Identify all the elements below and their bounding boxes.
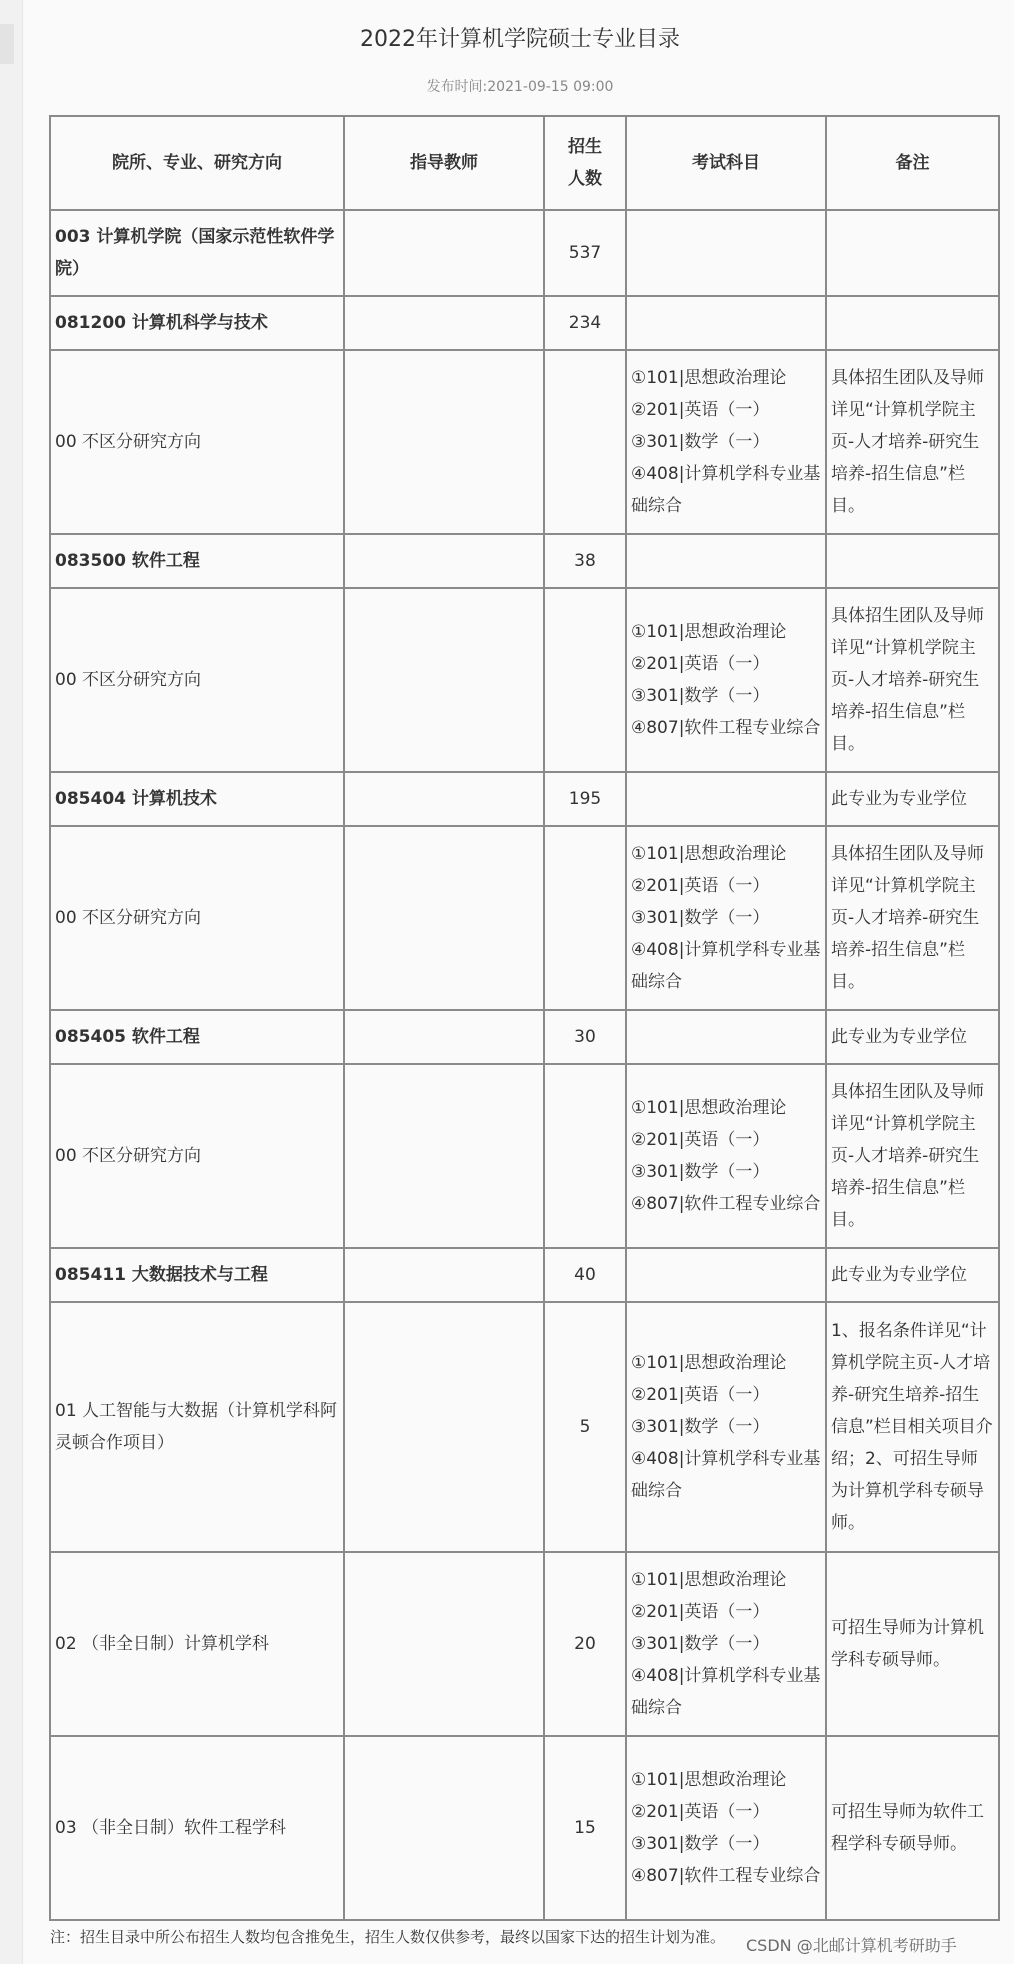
footnote: 注：招生目录中所公布招生人数均包含推免生，招生人数仅供参考，最终以国家下达的招生计划为准。 (50, 1928, 726, 1946)
cell-notes: 具体招生团队及导师详见“计算机学院主页-人才培养-研究生培养-招生信息”栏目。 (826, 588, 999, 772)
cell-advisor (344, 1010, 544, 1064)
watermark: CSDN @北邮计算机考研助手 (746, 1936, 957, 1955)
cell-direction: 085405 软件工程 (50, 1010, 344, 1064)
cell-subjects (626, 534, 826, 588)
cell-direction: 083500 软件工程 (50, 534, 344, 588)
table-row (50, 1010, 999, 1064)
cell-quota: 30 (544, 1010, 626, 1064)
cell-quota (544, 350, 626, 534)
header-direction: 院所、专业、研究方向 (50, 116, 344, 210)
table-row (50, 1552, 999, 1736)
cell-notes: 1、报名条件详见“计算机学院主页-人才培养-研究生培养-招生信息”栏目相关项目介绍；2、可招生导师为计算机学科专硕导师。 (826, 1302, 999, 1552)
cell-notes: 具体招生团队及导师详见“计算机学院主页-人才培养-研究生培养-招生信息”栏目。 (826, 826, 999, 1010)
program-catalog-table (49, 115, 1000, 1921)
cell-quota: 537 (544, 210, 626, 296)
cell-subjects (626, 1010, 826, 1064)
table-row (50, 350, 999, 534)
page-title: 2022年计算机学院硕士专业目录 (360, 27, 680, 52)
cell-direction: 02 （非全日制）计算机学科 (50, 1552, 344, 1736)
cell-notes: 具体招生团队及导师详见“计算机学院主页-人才培养-研究生培养-招生信息”栏目。 (826, 350, 999, 534)
cell-notes (826, 296, 999, 350)
cell-quota: 20 (544, 1552, 626, 1736)
cell-notes (826, 210, 999, 296)
cell-advisor (344, 350, 544, 534)
cell-subjects: ①101|思想政治理论 ②201|英语（一） ③301|数学（一） ④408|计算机学科专业基础综合 (626, 350, 826, 534)
cell-subjects (626, 296, 826, 350)
cell-subjects (626, 210, 826, 296)
cell-notes: 可招生导师为软件工程学科专硕导师。 (826, 1736, 999, 1920)
table-row (50, 1736, 999, 1920)
table-row (50, 1302, 999, 1552)
cell-quota (544, 1064, 626, 1248)
cell-notes: 此专业为专业学位 (826, 1010, 999, 1064)
table-header-row (50, 116, 999, 210)
cell-direction: 00 不区分研究方向 (50, 350, 344, 534)
header-notes: 备注 (826, 116, 999, 210)
cell-quota: 15 (544, 1736, 626, 1920)
cell-notes: 此专业为专业学位 (826, 1248, 999, 1302)
cell-advisor (344, 210, 544, 296)
cell-direction: 00 不区分研究方向 (50, 1064, 344, 1248)
cell-direction: 081200 计算机科学与技术 (50, 296, 344, 350)
cell-quota (544, 826, 626, 1010)
cell-notes (826, 534, 999, 588)
cell-direction: 00 不区分研究方向 (50, 588, 344, 772)
table-row (50, 534, 999, 588)
cell-quota: 38 (544, 534, 626, 588)
cell-advisor (344, 826, 544, 1010)
cell-direction: 01 人工智能与大数据（计算机学科阿灵顿合作项目） (50, 1302, 344, 1552)
cell-notes: 具体招生团队及导师详见“计算机学院主页-人才培养-研究生培养-招生信息”栏目。 (826, 1064, 999, 1248)
cell-advisor (344, 1552, 544, 1736)
cell-subjects: ①101|思想政治理论 ②201|英语（一） ③301|数学（一） ④807|软件工程专业综合 (626, 1736, 826, 1920)
cell-direction: 03 （非全日制）软件工程学科 (50, 1736, 344, 1920)
cell-subjects: ①101|思想政治理论 ②201|英语（一） ③301|数学（一） ④408|计算机学科专业基础综合 (626, 1302, 826, 1552)
table-row (50, 210, 999, 296)
cell-subjects: ①101|思想政治理论 ②201|英语（一） ③301|数学（一） ④408|计算机学科专业基础综合 (626, 826, 826, 1010)
cell-advisor (344, 1302, 544, 1552)
cell-advisor (344, 588, 544, 772)
header-advisor: 指导教师 (344, 116, 544, 210)
cell-direction: 085404 计算机技术 (50, 772, 344, 826)
cell-direction: 00 不区分研究方向 (50, 826, 344, 1010)
cell-quota: 5 (544, 1302, 626, 1552)
cell-advisor (344, 534, 544, 588)
cell-subjects: ①101|思想政治理论 ②201|英语（一） ③301|数学（一） ④807|软件工程专业综合 (626, 588, 826, 772)
table-row (50, 1064, 999, 1248)
cell-advisor (344, 1248, 544, 1302)
table-row (50, 588, 999, 772)
cell-direction: 085411 大数据技术与工程 (50, 1248, 344, 1302)
cell-subjects (626, 1248, 826, 1302)
cell-notes: 此专业为专业学位 (826, 772, 999, 826)
publish-time: 发布时间:2021-09-15 09:00 (426, 79, 614, 95)
cell-subjects: ①101|思想政治理论 ②201|英语（一） ③301|数学（一） ④408|计算机学科专业基础综合 (626, 1552, 826, 1736)
left-edge-strip (0, 0, 23, 1964)
table-row (50, 772, 999, 826)
cell-advisor (344, 296, 544, 350)
cell-direction: 003 计算机学院（国家示范性软件学院） (50, 210, 344, 296)
cell-advisor (344, 772, 544, 826)
cell-advisor (344, 1064, 544, 1248)
cell-quota: 40 (544, 1248, 626, 1302)
cell-subjects: ①101|思想政治理论 ②201|英语（一） ③301|数学（一） ④807|软件工程专业综合 (626, 1064, 826, 1248)
cell-quota (544, 588, 626, 772)
table-row (50, 296, 999, 350)
table-row (50, 1248, 999, 1302)
cell-notes: 可招生导师为计算机学科专硕导师。 (826, 1552, 999, 1736)
cell-subjects (626, 772, 826, 826)
header-quota: 招生 人数 (544, 116, 626, 210)
cell-quota: 195 (544, 772, 626, 826)
cell-advisor (344, 1736, 544, 1920)
header-subjects: 考试科目 (626, 116, 826, 210)
table-row (50, 826, 999, 1010)
cell-quota: 234 (544, 296, 626, 350)
